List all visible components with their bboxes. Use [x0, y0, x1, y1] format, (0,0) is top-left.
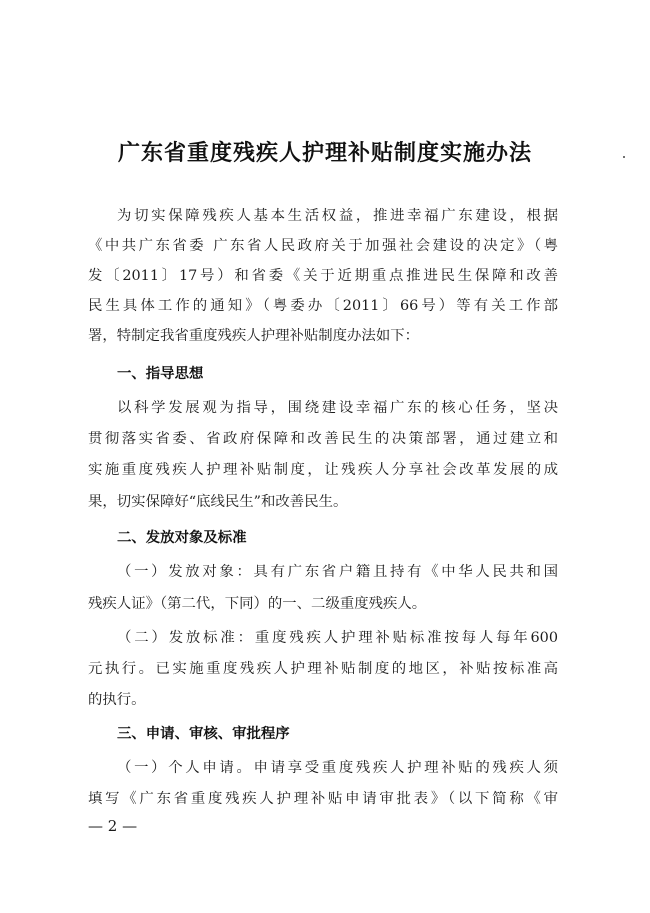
section1-line: 果，切实保障好“底线民生”和改善民生。 — [88, 494, 348, 510]
section1-line: 贯彻落实省委、省政府保障和改善民生的决策部署，通过建立和 — [88, 431, 558, 447]
section-heading: 三、申请、审核、审批程序 — [117, 726, 290, 742]
section2-item2-line: （二）发放标准：重度残疾人护理补贴标准按每人每年600 — [117, 630, 558, 646]
section-heading: 二、发放对象及标准 — [117, 530, 247, 546]
section2-item2-line: 元执行。已实施重度残疾人护理补贴制度的地区，补贴按标准高 — [88, 661, 558, 677]
document-title: 广东省重度残疾人护理补贴制度实施办法 — [117, 141, 532, 166]
section2-item1-line: 残疾人证》（第二代，下同）的一、二级重度残疾人。 — [88, 596, 427, 612]
intro-line: 署，特制定我省重度残疾人护理补贴制度办法如下： — [88, 328, 419, 344]
section1-line: 以科学发展观为指导，围绕建设幸福广东的核心任务，坚决 — [117, 400, 558, 416]
section3-item1-line: （一）个人申请。申请享受重度残疾人护理补贴的残疾人须 — [117, 760, 558, 776]
intro-line: 为切实保障残疾人基本生活权益，推进幸福广东建设，根据 — [117, 208, 558, 224]
scan-speck — [623, 156, 625, 158]
section-heading: 一、指导思想 — [117, 366, 204, 382]
section2-item1-line: （一）发放对象：具有广东省户籍且持有《中华人民共和国 — [117, 564, 558, 580]
page-number: — 2 — — [88, 817, 138, 835]
section3-item1-line: 填写《广东省重度残疾人护理补贴申请审批表》（以下简称《审 — [88, 791, 558, 807]
intro-line: 民生具体工作的通知》（粤委办〔2011〕66号）等有关工作部 — [88, 298, 558, 314]
section2-item2-line: 的执行。 — [88, 692, 146, 708]
intro-line: 《中共广东省委 广东省人民政府关于加强社会建设的决定》（粤 — [88, 238, 558, 254]
section1-line: 实施重度残疾人护理补贴制度，让残疾人分享社会改革发展的成 — [88, 462, 558, 478]
intro-line: 发〔2011〕17号）和省委《关于近期重点推进民生保障和改善 — [88, 268, 558, 284]
